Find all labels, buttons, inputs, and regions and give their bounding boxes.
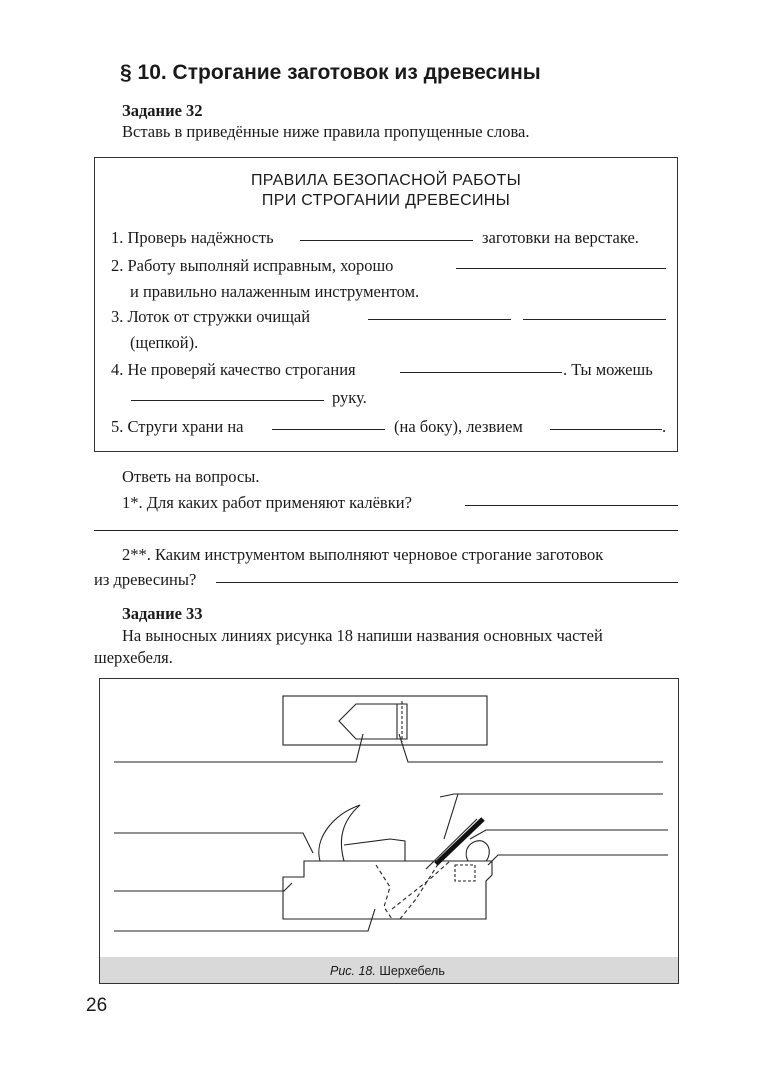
figure-caption-number: Рис. 18. <box>330 964 376 978</box>
leader-line-9 <box>114 909 375 931</box>
rule5-blank-1[interactable] <box>272 429 385 430</box>
question-1-answer-line-1[interactable] <box>465 505 678 506</box>
task32-title: Задание 32 <box>122 101 203 120</box>
page-number: 26 <box>86 995 108 1016</box>
plane-top-view <box>283 696 487 745</box>
task33-instruction-line1: На выносных линиях рисунка 18 напиши названия основных частей <box>122 626 603 645</box>
rule4-blank-2[interactable] <box>131 400 324 401</box>
question-2-line2: из древесины? <box>94 570 197 589</box>
task32-instruction: Вставь в приведённые ниже правила пропущенные слова. <box>122 122 530 141</box>
rule5-text-c: . <box>662 417 667 436</box>
figure-caption-text: Шерхебель <box>379 964 445 978</box>
plane-body <box>283 861 492 919</box>
rear-knob <box>466 841 489 861</box>
figure-frame <box>99 678 679 984</box>
rule3-blank-1[interactable] <box>368 319 511 320</box>
rule4-text-c: руку. <box>332 388 367 407</box>
rule1-text-b: заготовки на верстаке. <box>482 228 639 247</box>
figure-caption <box>330 964 445 978</box>
rule3-text-b: (щепкой). <box>130 333 199 352</box>
question-2-answer-line[interactable] <box>216 582 678 583</box>
rule4-text-a: 4. Не проверяй качество строгания <box>111 360 356 379</box>
leader-line-4 <box>444 794 458 839</box>
rule5-text-a: 5. Струги храни на <box>111 417 244 436</box>
rule3-blank-2[interactable] <box>523 319 666 320</box>
leader-line-2 <box>399 734 663 762</box>
rule2-text-a: 2. Работу выполняй исправным, хорошо <box>111 256 394 275</box>
rules-heading-line1: ПРАВИЛА БЕЗОПАСНОЙ РАБОТЫ <box>250 172 522 189</box>
task33-title: Задание 33 <box>122 604 203 623</box>
leader-line-8 <box>114 883 292 891</box>
leader-line-7 <box>488 855 668 865</box>
rule1-text-a: 1. Проверь надёжность <box>111 228 274 247</box>
leader-line-3 <box>440 794 663 797</box>
rule4-text-b: . Ты можешь <box>563 360 653 379</box>
leader-line-5 <box>114 833 313 853</box>
question-1-answer-line-2[interactable] <box>94 530 678 531</box>
rule2-blank[interactable] <box>456 268 666 269</box>
rules-heading-line2: ПРИ СТРОГАНИИ ДРЕВЕСИНЫ <box>261 192 511 209</box>
rule1-blank[interactable] <box>300 240 473 241</box>
front-horn <box>319 805 360 861</box>
rule4-blank-1[interactable] <box>400 372 562 373</box>
rule5-blank-2[interactable] <box>550 429 662 430</box>
question-1: 1*. Для каких работ применяют калёвки? <box>122 493 412 512</box>
question-2-line1: 2**. Каким инструментом выполняют черновое строгание заготовок <box>122 545 604 564</box>
section-title: § 10. Строгание заготовок из древесины <box>120 61 541 84</box>
questions-intro: Ответь на вопросы. <box>122 467 260 486</box>
task33-instruction-line2: шерхебеля. <box>94 648 173 667</box>
leader-line-6 <box>470 830 668 839</box>
plane-drawing <box>100 679 679 957</box>
rule5-text-b: (на боку), лезвием <box>394 417 523 436</box>
leader-line-1 <box>114 734 363 762</box>
rule3-text-a: 3. Лоток от стружки очищай <box>111 307 311 326</box>
rule2-text-b: и правильно налаженным инструментом. <box>130 282 420 301</box>
leader-line-10 <box>456 771 663 791</box>
